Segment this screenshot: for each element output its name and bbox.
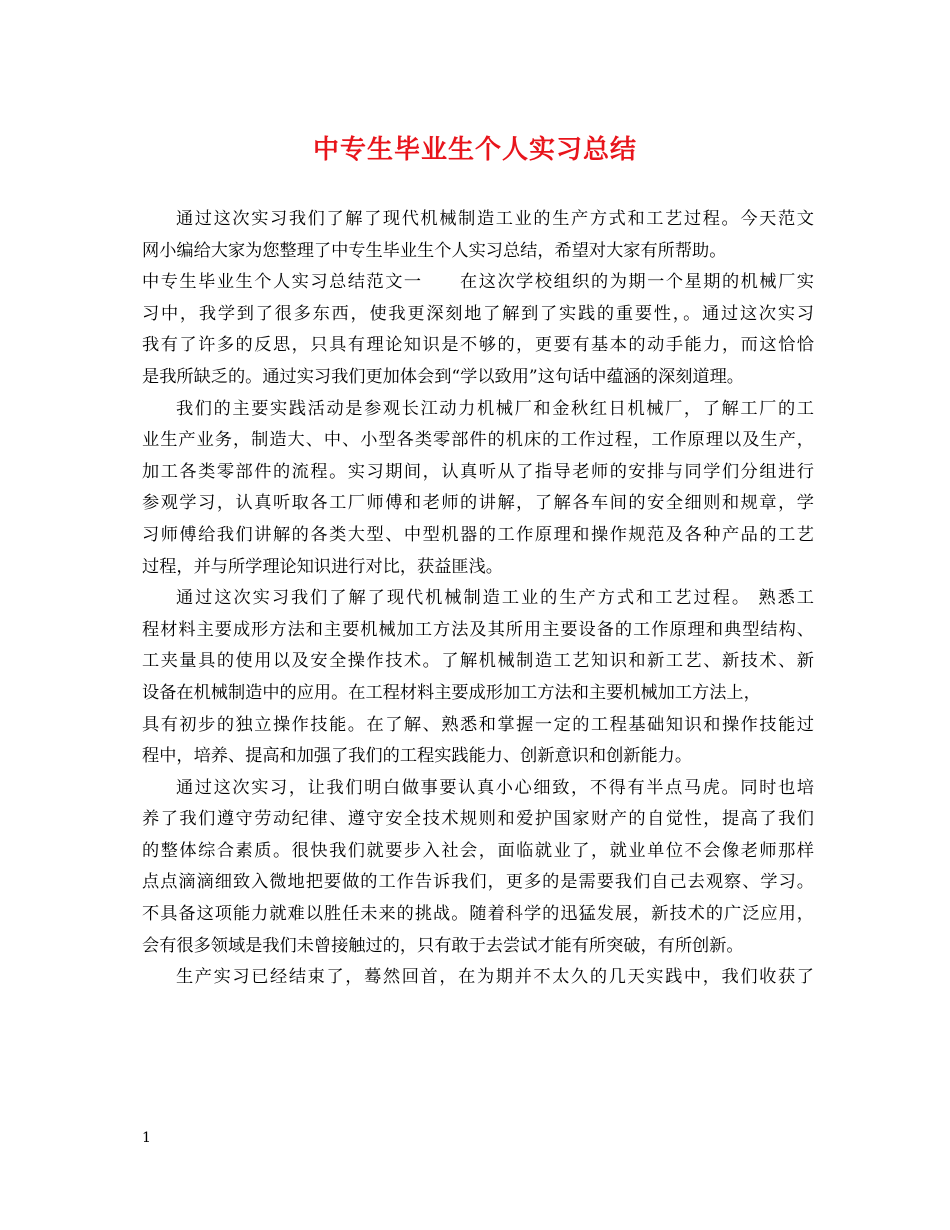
text-line: 习师傅给我们讲解的各类大型、中型机器的工作原理和操作规范及各种产品的工艺 — [142, 524, 814, 545]
text-line: 工夹量具的使用以及安全操作技术。了解机械制造工艺知识和新工艺、新技术、新 — [142, 651, 814, 672]
text-line: 中专生毕业生个人实习总结范文一 在这次学校组织的为期一个星期的机械厂实 — [142, 272, 814, 293]
text-line: 通过这次实习，让我们明白做事要认真小心细致，不得有半点马虎。同时也培 — [176, 777, 814, 798]
text-line: 具有初步的独立操作技能。在了解、熟悉和掌握一定的工程基础知识和操作技能过 — [142, 714, 814, 735]
text-line: 加工各类零部件的流程。实习期间，认真听从了指导老师的安排与同学们分组进行 — [142, 461, 814, 482]
text-line: 业生产业务，制造大、中、小型各类零部件的机床的工作过程，工作原理以及生产， — [142, 430, 814, 451]
text-line: 不具备这项能力就难以胜任未来的挑战。随着科学的迅猛发展，新技术的广泛应用， — [142, 904, 814, 925]
page-number: 1 — [142, 1130, 151, 1146]
text-line: 是我所缺乏的。通过实习我们更加体会到“学以致用”这句话中蕴涵的深刻道理。 — [142, 366, 744, 387]
text-line: 程中，培养、提高和加强了我们的工程实践能力、创新意识和创新能力。 — [142, 746, 693, 767]
text-line: 网小编给大家为您整理了中专生毕业生个人实习总结，希望对大家有所帮助。 — [142, 240, 727, 261]
text-line: 的整体综合素质。很快我们就要步入社会，面临就业了，就业单位不会像老师那样 — [142, 840, 814, 861]
text-line: 我们的主要实践活动是参观长江动力机械厂和金秋红日机械厂，了解工厂的工 — [176, 398, 814, 419]
document-title: 中专生毕业生个人实习总结 — [312, 135, 637, 165]
text-line: 过程，并与所学理论知识进行对比，获益匪浅。 — [142, 556, 503, 577]
text-line: 程材料主要成形方法和主要机械加工方法及其所用主要设备的工作原理和典型结构、 — [142, 619, 814, 640]
text-line: 我有了许多的反思，只具有理论知识是不够的，更要有基本的动手能力，而这恰恰 — [142, 335, 814, 356]
text-line: 会有很多领域是我们未曾接触过的，只有敢于去尝试才能有所突破，有所创新。 — [142, 935, 744, 956]
text-line: 通过这次实习我们了解了现代机械制造工业的生产方式和工艺过程。 熟悉工 — [176, 588, 814, 609]
document-body — [142, 204, 814, 994]
text-line: 设备在机械制造中的应用。在工程材料主要成形加工方法和主要机械加工方法上， — [142, 682, 761, 703]
text-line: 养了我们遵守劳动纪律、遵守安全技术规则和爱护国家财产的自觉性，提高了我们 — [142, 809, 814, 830]
text-line: 点点滴滴细致入微地把要做的工作告诉我们，更多的是需要我们自己去观察、学习。 — [142, 872, 814, 893]
text-line: 参观学习，认真听取各工厂师傅和老师的讲解，了解各车间的安全细则和规章，学 — [142, 493, 814, 514]
text-line: 习中，我学到了很多东西，使我更深刻地了解到了实践的重要性，。通过这次实习 — [142, 303, 814, 324]
text-line: 通过这次实习我们了解了现代机械制造工业的生产方式和工艺过程。今天范文 — [176, 209, 814, 229]
text-line: 生产实习已经结束了，蓦然回首，在为期并不太久的几天实践中，我们收获了 — [176, 967, 814, 988]
